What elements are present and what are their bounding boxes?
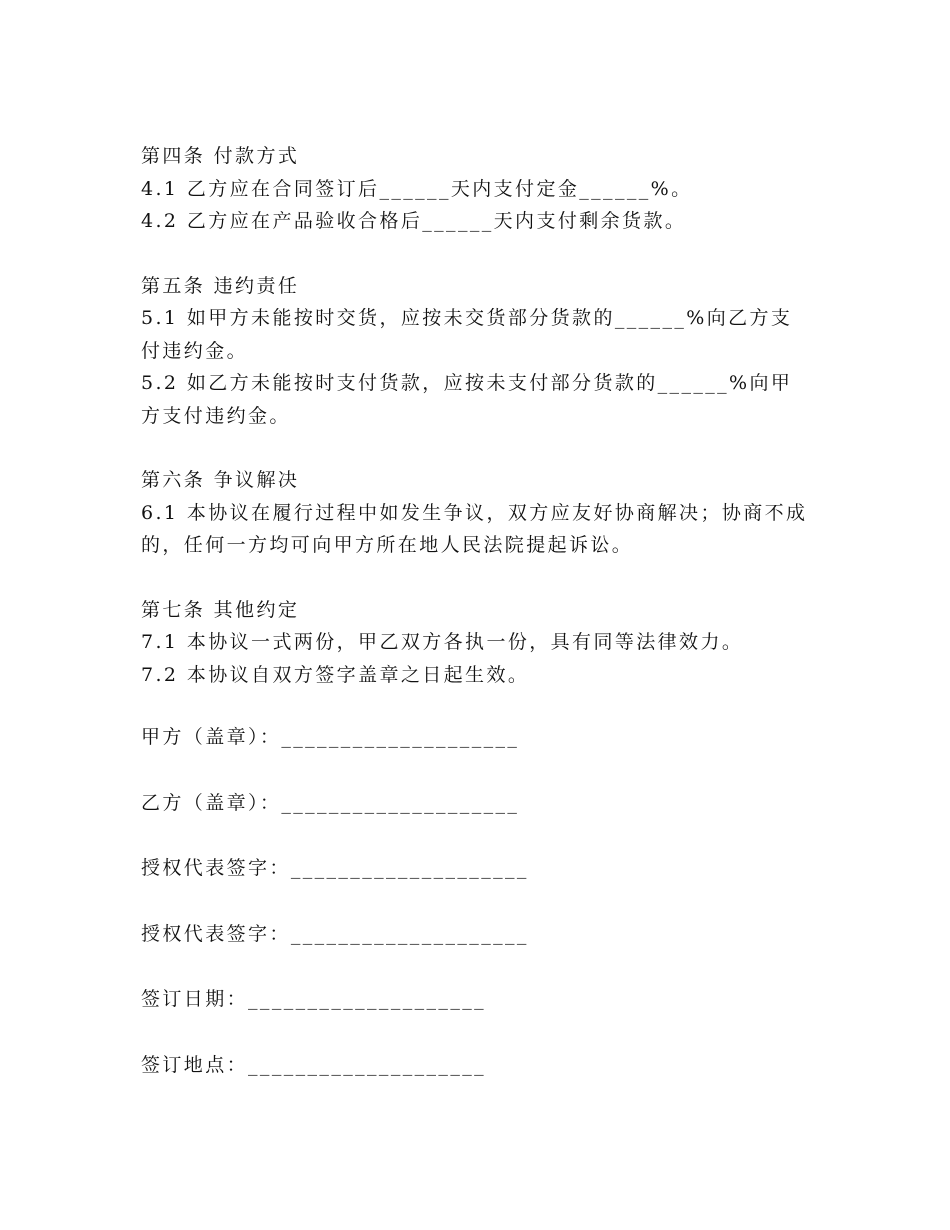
authorized-rep-signature-line: [141, 918, 811, 951]
section-title: 第七条 其他约定: [141, 598, 300, 621]
clause-7-1: 7.1 本协议一式两份，甲乙双方各执一份，具有同等法律效力。: [141, 631, 744, 653]
section-payment-terms: [141, 140, 811, 238]
party-a-seal-line: [141, 721, 811, 754]
section-liability: [141, 270, 811, 433]
signature-blank[interactable]: ____________________: [248, 988, 487, 1010]
signature-label: 签订地点：: [141, 1053, 249, 1076]
signing-place-line: [141, 1049, 811, 1082]
section-other-terms: [141, 594, 811, 692]
clause-5-2: 5.2 如乙方未能按时支付货款，应按未支付部分货款的______%向甲方支付违约金。: [141, 372, 793, 427]
clause-4-2: 4.2 乙方应在产品验收合格后______天内支付剩余货款。: [141, 210, 687, 232]
clause-7-2: 7.2 本协议自双方签字盖章之日起生效。: [141, 663, 530, 686]
authorized-rep-signature-line: [141, 852, 811, 885]
signature-blank[interactable]: ____________________: [281, 791, 520, 814]
signing-date-line: [141, 983, 811, 1016]
document-page: [141, 140, 811, 1081]
signature-blank[interactable]: ____________________: [248, 1053, 487, 1076]
signature-label: 授权代表签字：: [141, 857, 291, 879]
clause-4-1: 4.1 乙方应在合同签订后______天内支付定金______%。: [141, 177, 693, 200]
signature-label: 签订日期：: [141, 988, 249, 1010]
section-title: 第五条 违约责任: [141, 274, 300, 297]
signature-blank[interactable]: ____________________: [281, 726, 520, 748]
signature-blank[interactable]: ____________________: [290, 922, 529, 945]
signature-label: 乙方（盖章）：: [141, 791, 282, 814]
signature-label: 授权代表签字：: [141, 922, 291, 945]
section-title: 第六条 争议解决: [141, 469, 300, 491]
clause-6-1: 6.1 本协议在履行过程中如发生争议，双方应友好协商解决；协商不成的，任何一方均可向甲方所在地人民法院提起诉讼。: [141, 501, 808, 556]
signature-label: 甲方（盖章）：: [141, 726, 282, 748]
section-dispute-resolution: [141, 464, 811, 562]
signature-blank[interactable]: ____________________: [290, 857, 529, 879]
party-b-seal-line: [141, 787, 811, 820]
section-title: 第四条 付款方式: [141, 145, 300, 167]
clause-5-1: 5.1 如甲方未能按时交货，应按未交货部分货款的______%向乙方支付违约金。: [141, 307, 793, 362]
signature-block: [141, 721, 811, 1081]
